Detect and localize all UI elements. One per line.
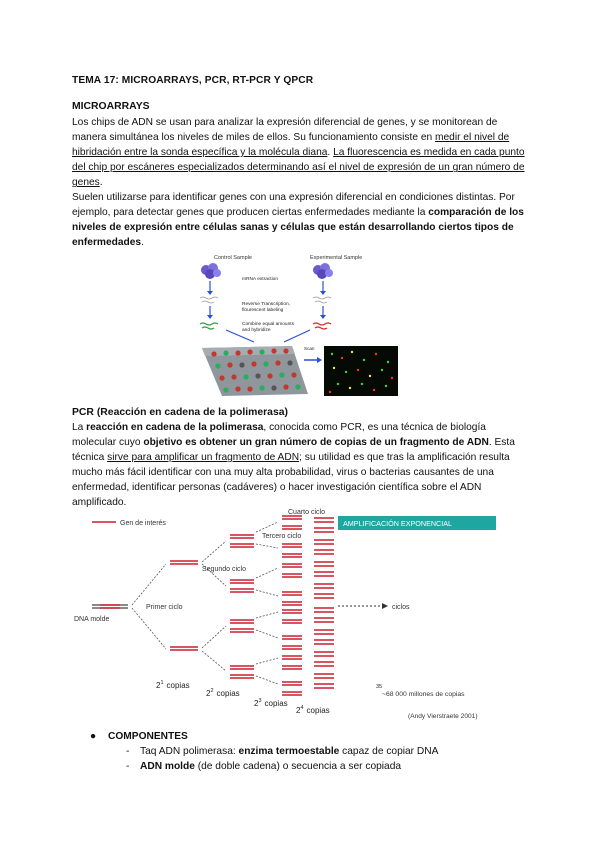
text-run: La xyxy=(72,422,87,433)
cycle-branches xyxy=(132,522,278,684)
text-run: Los chips de ADN se usan para analizar la expresión diferencial de genes, y se monitorean de manera simultánea los niveles de miles de ellos. Su funcionamiento consiste en xyxy=(72,117,498,144)
bold-text: comparación de los niveles de expresión entre células sanas y células que están desarrollando ciertos tipos de enfermedades xyxy=(72,207,524,249)
exponent: 1 xyxy=(160,680,164,686)
scan-result-image xyxy=(324,346,398,396)
paragraph-pcr xyxy=(72,420,527,511)
label-ciclos: ciclos xyxy=(392,604,410,611)
base: 2 xyxy=(156,681,161,690)
figure-credit: (Andy Vierstraete 2001) xyxy=(408,713,478,720)
exponent: 3 xyxy=(258,698,262,704)
text-run: . Esta técnica xyxy=(72,437,515,464)
big-exponent: 35 xyxy=(376,684,383,690)
label-gen-de-interes: Gen de interés xyxy=(120,520,166,527)
text-run: ; su utilidad es que tras la amplificación resulta mucho más fácil identificar con una muy alta probabilidad, virus o bacterias causantes de una enfermedad, identificar personas (cadáveres) o hacer investigación científica sobre el ADN amplificado. xyxy=(72,452,510,509)
section-heading-microarrays: MICROARRAYS xyxy=(72,101,150,112)
text-run: Taq ADN polimerasa: xyxy=(140,746,239,757)
label-mrna-extraction: mRNA extraction xyxy=(242,277,278,282)
label-tercero-ciclo: Tercero ciclo xyxy=(262,533,302,540)
copies-cycle-2 xyxy=(206,688,240,698)
text-run: . xyxy=(327,147,334,159)
label-flourescent-labeling: flourescent labeling xyxy=(242,308,284,313)
cycle-3-products xyxy=(282,516,302,695)
exponent: 2 xyxy=(210,688,214,694)
text-run: . xyxy=(141,237,144,249)
text-run: . xyxy=(99,177,103,189)
text-run: (de doble cadena) o secuencia a ser copiada xyxy=(194,761,402,772)
label-experimental-sample: Experimental Sample xyxy=(310,255,363,261)
label-cuarto-ciclo: Cuarto ciclo xyxy=(288,509,325,516)
ciclos-arrowhead xyxy=(382,603,388,609)
bold-text: enzima termoestable xyxy=(238,746,340,757)
label-scan: Scan xyxy=(304,346,315,351)
label-total-copies: ~68 000 millones de copias xyxy=(382,691,465,698)
label-dna-molde: DNA molde xyxy=(74,616,110,623)
label-control-sample: Control Sample xyxy=(214,255,252,261)
list-item-componentes xyxy=(90,729,188,744)
bold-text: ADN molde xyxy=(140,761,195,772)
copias-text: copias xyxy=(166,681,190,690)
paragraph-microarrays-2 xyxy=(72,190,527,250)
label-primer-ciclo: Primer ciclo xyxy=(146,604,183,611)
template-dna xyxy=(92,605,128,608)
paragraph-microarrays-1 xyxy=(72,115,527,190)
copies-cycle-4 xyxy=(296,705,330,715)
text-run: Suelen utilizarse para identificar genes con una expresión diferencial en condiciones distintas. Por ejemplo, para detectar genes que producen ciertas enfermedades mediante la xyxy=(72,192,515,219)
list-item-adn-molde xyxy=(126,759,401,774)
exponent: 4 xyxy=(300,705,304,711)
base: 2 xyxy=(206,689,211,698)
microarray-workflow-figure xyxy=(192,250,400,398)
section-heading-pcr: PCR (Reacción en cadena de la polimerasa) xyxy=(72,407,288,418)
dash-icon: - xyxy=(126,746,130,757)
label-combine: Combine equal amounts xyxy=(242,322,294,327)
list-heading: COMPONENTES xyxy=(108,731,188,742)
base: 2 xyxy=(254,699,259,708)
copies-cycle-3 xyxy=(254,698,288,708)
pcr-amplification-figure xyxy=(70,508,510,723)
label-segundo-ciclo: Segundo ciclo xyxy=(202,566,246,573)
base: 2 xyxy=(296,706,301,715)
page-title: TEMA 17: MICROARRAYS, PCR, RT-PCR Y QPCR xyxy=(72,75,314,86)
underlined-text: medir el nivel de hibridación entre la sonda específica y la molécula diana xyxy=(72,132,510,159)
copias-text: copias xyxy=(216,689,240,698)
label-amplificacion-exponencial: AMPLIFICACIÓN EXPONENCIAL xyxy=(343,519,453,528)
text-run: , conocida como PCR, es una técnica de biología molecular cuyo xyxy=(72,422,486,449)
underlined-text: La fluorescencia es medida en cada punto del chip por escáneres especializados determinando así el nivel de expresión de un gran número de genes xyxy=(72,147,525,189)
bullet-icon: ● xyxy=(90,731,97,742)
label-reverse-transcription: Reverse Transcription, xyxy=(242,302,290,307)
copias-text: copias xyxy=(306,706,330,715)
dash-icon: - xyxy=(126,761,130,772)
copies-cycle-1 xyxy=(156,680,190,690)
text-run: capaz de copiar DNA xyxy=(339,746,439,757)
label-hybridize: and hybridize xyxy=(242,328,271,333)
bold-text: reacción en cadena de la polimerasa xyxy=(86,422,264,433)
list-item-taq xyxy=(126,744,438,759)
bold-text: objetivo es obtener un gran número de copias de un fragmento de ADN xyxy=(143,437,489,449)
underlined-text: sirve para amplificar un fragmento de ADN xyxy=(107,452,300,464)
cycle-2-products xyxy=(230,535,254,678)
copias-text: copias xyxy=(264,699,288,708)
cycle-4-products xyxy=(314,518,334,688)
